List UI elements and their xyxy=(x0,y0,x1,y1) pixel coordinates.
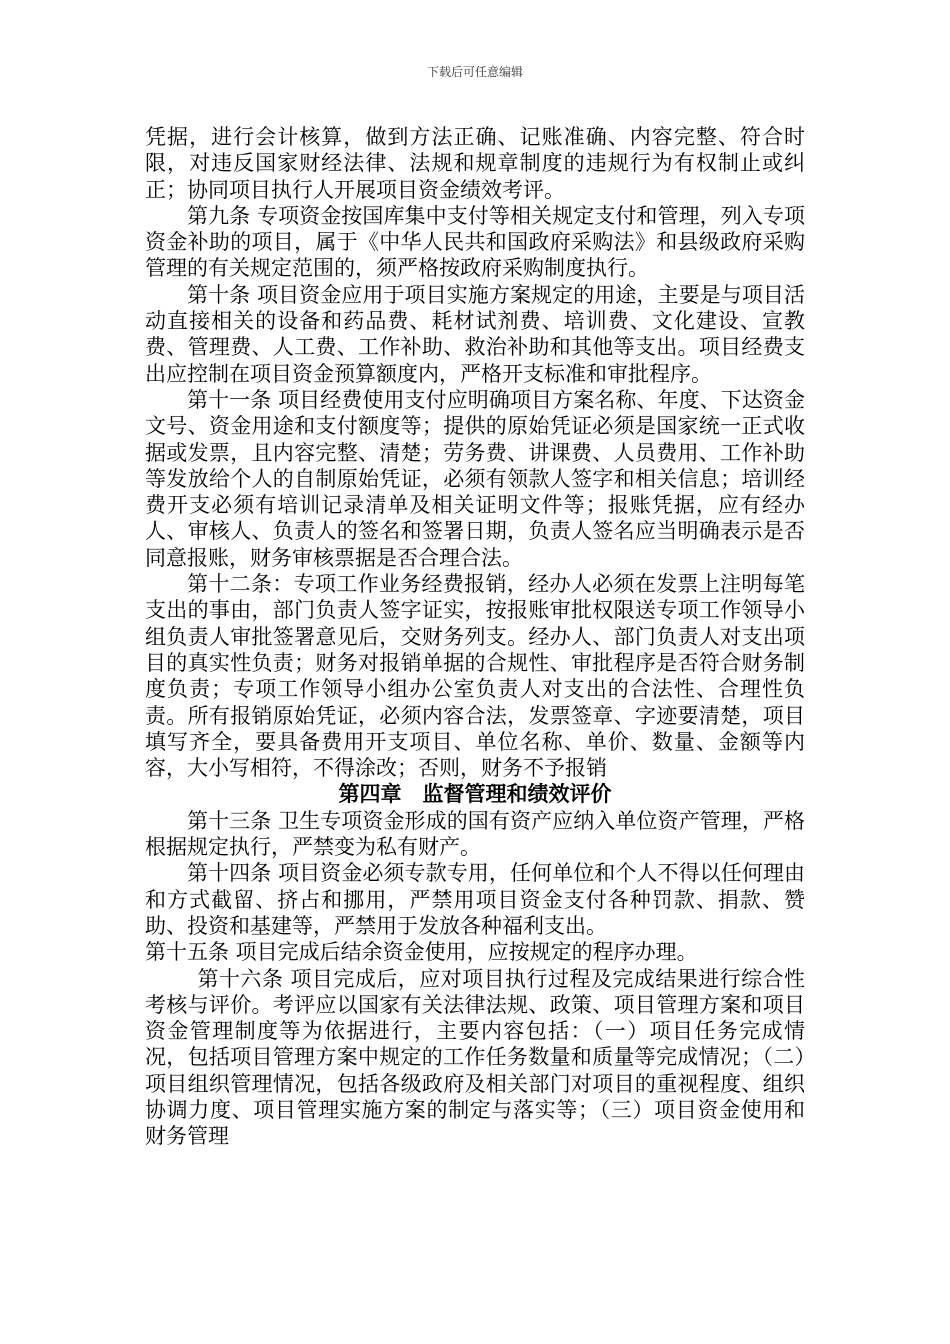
article-16: 第十六条 项目完成后，应对项目执行过程及完成结果进行综合性考核与评价。考评应以国家有关法律法规、政策、项目管理方案和项目资金管理制度等为依据进行，主要内容包括：（一）项目任务完成情况，包括项目管理方案中规定的工作任务数量和质量等完成情况；（二）项目组织管理情况，包括各级政府及相关部门对项目的重视程度、组织协调力度、项目管理实施方案的制定与落实等；（三）项目资金使用和财务管理 xyxy=(145,966,805,1149)
paragraph-continuation: 凭据，进行会计核算，做到方法正确、记账准确、内容完整、符合时限，对违反国家财经法律、法规和规章制度的违规行为有权制止或纠正；协同项目执行人开展项目资金绩效考评。 xyxy=(145,125,805,202)
article-10: 第十条 项目资金应用于项目实施方案规定的用途，主要是与项目活动直接相关的设备和药品费、耗材试剂费、培训费、文化建设、宣教费、管理费、人工费、工作补助、救治补助和其他等支出。项目经费支出应控制在项目资金预算额度内，严格开支标准和审批程序。 xyxy=(145,282,805,386)
article-11: 第十一条 项目经费使用支付应明确项目方案名称、年度、下达资金文号、资金用途和支付额度等；提供的原始凭证必须是国家统一正式收据或发票，且内容完整、清楚；劳务费、讲课费、人员费用、工作补助等发放给个人的自制原始凭证，必须有领款人签字和相关信息；培训经费开支必须有培训记录清单及相关证明文件等；报账凭据，应有经办人、审核人、负责人的签名和签署日期，负责人签名应当明确表示是否同意报账，财务审核票据是否合理合法。 xyxy=(145,387,805,570)
document-body xyxy=(145,124,805,1150)
article-13: 第十三条 卫生专项资金形成的国有资产应纳入单位资产管理，严格根据规定执行，严禁变为私有财产。 xyxy=(145,808,805,860)
chapter-heading: 第四章 监督管理和绩效评价 xyxy=(338,782,612,807)
article-15: 第十五条 项目完成后结余资金使用，应按规定的程序办理。 xyxy=(145,940,698,965)
article-9: 第九条 专项资金按国库集中支付等相关规定支付和管理，列入专项资金补助的项目，属于《中华人民共和国政府采购法》和县级政府采购管理的有关规定范围的，须严格按政府采购制度执行。 xyxy=(145,203,805,281)
article-12: 第十二条：专项工作业务经费报销，经办人必须在发票上注明每笔支出的事由，部门负责人签字证实，按报账审批权限送专项工作领导小组负责人审批签署意见后，交财务列支。经办人、部门负责人对支出项目的真实性负责；财务对报销单据的合规性、审批程序是否符合财务制度负责；专项工作领导小组办公室负责人对支出的合法性、合理性负责。所有报销原始凭证，必须内容合法，发票签章、字迹要清楚，项目填写齐全，要具备费用开支项目、单位名称、单价、数量、金额等内容，大小写相符，不得涂改；否则，财务不予报销 xyxy=(145,572,805,781)
page-header: 下载后可任意编辑 xyxy=(426,65,523,79)
article-14: 第十四条 项目资金必须专款专用，任何单位和个人不得以任何理由和方式截留、挤占和挪用，严禁用项目资金支付各种罚款、捐款、赞助、投资和基建等，严禁用于发放各种福利支出。 xyxy=(145,861,805,938)
